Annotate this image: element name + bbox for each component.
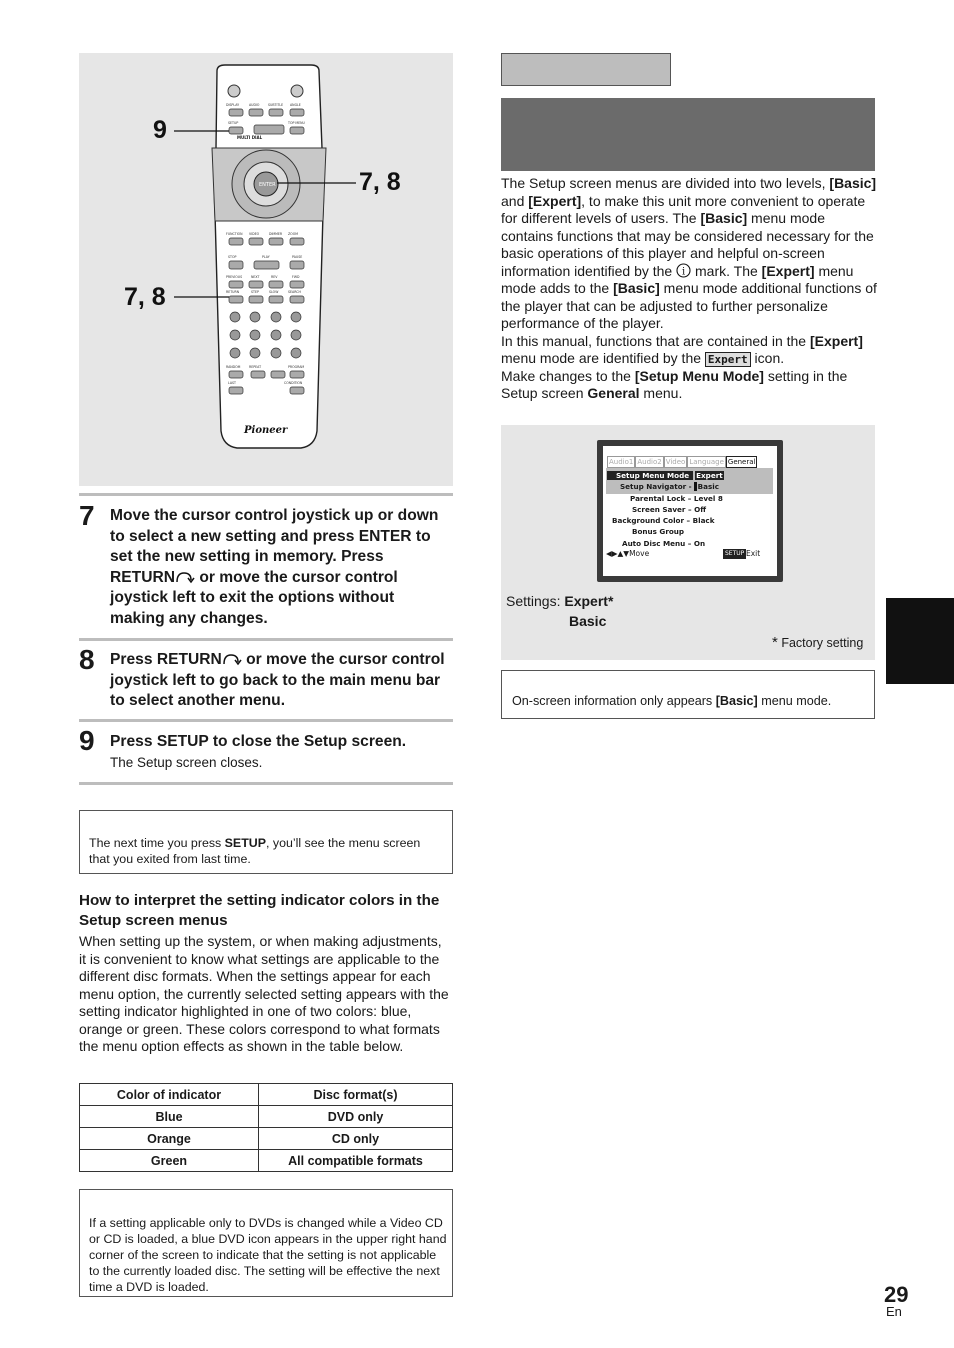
screen-menu-row: Screen Saver – Off (632, 504, 707, 514)
screen-footer (606, 549, 774, 559)
step-number: 8 (79, 644, 95, 675)
callout-step-7-8-enter: 7, 8 (359, 168, 401, 196)
table-cell: Blue (80, 1106, 259, 1128)
svg-text:RETURN: RETURN (226, 290, 240, 294)
table-cell: CD only (259, 1128, 453, 1150)
table-header-row (80, 1084, 453, 1106)
asterisk: * (772, 634, 778, 651)
screen-row-label: Setup Navigator - (620, 482, 692, 492)
text-bold: [Basic] (613, 280, 660, 296)
remote-control-drawing (79, 53, 453, 486)
screen-row-value: Expert (696, 471, 723, 480)
note-text: , you’ll see the menu screen that you exited from last time. (89, 836, 421, 866)
step-7-text (110, 506, 450, 629)
text-run: menu mode are identified by the (501, 350, 705, 366)
screen-row-label: Setup Menu Mode (607, 471, 693, 480)
section-body: When setting up the system, or when making adjustments, it is convenient to know what settings are applicable to the different disc formats. When the settings appear for each menu option, the currently selected setting appears with the setting indicator highlighted in one of two colors: blue, orange or green. These colors correspond to what formats the menu option effects as shown in the table below. (79, 933, 449, 1054)
info-mark-icon (676, 263, 691, 278)
step-9-subtext: The Setup screen closes. (110, 755, 263, 770)
text-run: The Setup screen menus are divided into two levels, (501, 175, 830, 191)
svg-text:PLAY: PLAY (262, 255, 270, 259)
table-cell: DVD only (259, 1106, 453, 1128)
step-7-text-part2: or move the cursor control joystick left to exit the options without making any changes. (110, 568, 398, 627)
svg-text:SEARCH: SEARCH (288, 290, 301, 294)
text-run: menu mode adds to the (501, 262, 854, 296)
table-row (80, 1150, 453, 1172)
svg-text:STOP: STOP (228, 255, 237, 259)
text-bold: [Basic] (829, 175, 877, 191)
setup-key-icon: SETUP (725, 550, 745, 557)
table-cell: Orange (80, 1128, 259, 1150)
screen-menu-row: Auto Disc Menu – On (622, 538, 706, 548)
svg-text:PAUSE: PAUSE (292, 255, 303, 259)
svg-text:FWD: FWD (292, 275, 300, 279)
factory-text: Factory setting (777, 636, 864, 650)
screen-menu-row: Bonus Group (632, 527, 685, 537)
text-bold: [Setup Menu Mode] (634, 367, 764, 384)
screen-menu-row: Background Color – Black (612, 516, 715, 526)
step-9-text: Press SETUP to close the Setup screen. (110, 733, 407, 750)
svg-text:FUNCTION: FUNCTION (226, 232, 243, 236)
divider (79, 782, 453, 785)
svg-text:RANDOM: RANDOM (226, 365, 241, 369)
note-text: On-screen information only appears (512, 694, 716, 708)
table-header: Color of indicator (80, 1084, 259, 1106)
tv-screen (603, 446, 777, 576)
multi-dial-label: MULTI DIAL (237, 135, 263, 140)
svg-text:ANGLE: ANGLE (290, 103, 301, 107)
screen-row-value: Basic (694, 482, 719, 491)
svg-text:PROGRAM: PROGRAM (288, 365, 305, 369)
settings-option-expert: Expert* (564, 593, 614, 609)
callout-step-7-8-return: 7, 8 (124, 283, 166, 311)
svg-text:NEXT: NEXT (251, 275, 260, 279)
screen-exit-label: Exit (746, 549, 761, 558)
text-run: setting in the Setup screen (501, 367, 848, 401)
note-text: The next time you press (89, 836, 225, 850)
svg-text:VIDEO: VIDEO (249, 232, 260, 236)
svg-text:LAST: LAST (228, 381, 237, 385)
settings-label (506, 593, 613, 609)
screen-menu-list (607, 470, 724, 549)
indicator-color-table (79, 1083, 453, 1172)
svg-text:PREVIOUS: PREVIOUS (226, 275, 243, 279)
text-bold: [Expert] (809, 332, 863, 349)
expert-icon: Expert (705, 352, 751, 367)
note-box-basic (501, 670, 875, 719)
text-run: , to make this unit more convenient to operate for different levels of users. The (501, 192, 866, 226)
table-cell: Green (80, 1150, 259, 1172)
svg-text:i: i (682, 266, 686, 277)
page-language: En (886, 1304, 902, 1319)
svg-text:DISPLAY: DISPLAY (226, 103, 240, 107)
svg-text:SUBTITLE: SUBTITLE (268, 103, 284, 107)
svg-text:SLOW: SLOW (269, 290, 279, 294)
screen-menu-row (607, 481, 724, 492)
table-header: Disc format(s) (259, 1084, 453, 1106)
text-bold: [Expert] (761, 262, 815, 279)
text-run: mark. The (691, 262, 762, 279)
step-8-text (110, 650, 450, 712)
section-banner (501, 98, 875, 171)
settings-option-basic: Basic (569, 613, 607, 629)
note-box-setup (79, 810, 453, 874)
table-row (80, 1128, 453, 1150)
text-bold: [Expert] (528, 192, 582, 209)
callout-step-9: 9 (153, 116, 167, 144)
enter-label: ENTER (259, 182, 276, 188)
section-tab (501, 53, 671, 86)
screen-menu-row (607, 470, 724, 481)
screen-tab-bar (607, 456, 757, 468)
text-bold: [Basic] (700, 210, 748, 226)
svg-text:REPEAT: REPEAT (249, 365, 262, 369)
screen-move-label: Move (629, 549, 650, 558)
note-bold: [Basic] (715, 694, 758, 708)
factory-setting-note (772, 634, 863, 651)
screen-tab: Audio1 (609, 458, 634, 466)
svg-text:AUDIO: AUDIO (249, 103, 260, 107)
text-run: and (501, 192, 529, 209)
chapter-side-tab (886, 598, 954, 684)
divider (79, 638, 453, 641)
text-run: icon. (750, 350, 785, 366)
step-number: 7 (79, 500, 95, 531)
screen-tab: Language (689, 458, 724, 466)
text-run: In this manual, functions that are contained in the (501, 332, 810, 349)
divider (79, 493, 453, 496)
step-8-text-part1: Press RETURN (110, 651, 222, 668)
note-bold: SETUP (224, 836, 266, 850)
settings-prefix: Settings: (506, 593, 565, 609)
note-text: menu mode. (757, 694, 832, 708)
svg-text:DIMMER: DIMMER (269, 232, 283, 236)
svg-text:REV: REV (271, 275, 278, 279)
arrow-keys-icon: ◀▶▲▼ (606, 549, 630, 558)
svg-text:TOP MENU: TOP MENU (288, 121, 305, 125)
return-icon (222, 652, 242, 666)
text-run: menu. (639, 385, 683, 401)
text-run: Make changes to the (501, 367, 635, 384)
divider (79, 719, 453, 722)
svg-text:SETUP: SETUP (228, 121, 239, 125)
screen-menu-row: Parental Lock – Level 8 (630, 493, 723, 503)
svg-text:CONDITION: CONDITION (284, 381, 303, 385)
text-run: menu mode additional functions of the player that can be adjusted to further personalize performance of the player. (501, 280, 877, 331)
section-heading: How to interpret the setting indicator colors in the Setup screen menus (79, 892, 440, 929)
step-number: 9 (79, 725, 95, 756)
screen-tab-active: General (727, 458, 756, 466)
screen-tab: Video (665, 458, 686, 466)
svg-text:STEP: STEP (251, 290, 259, 294)
screen-tab: Audio2 (637, 458, 662, 466)
table-row (80, 1106, 453, 1128)
note-box-dvd-icon: If a setting applicable only to DVDs is changed while a Video CD or CD is loaded, a blue DVD icon appears in the upper right hand corner of the screen to indicate that the setting is not applicable to the currently loaded disc. The setting will be effective the next time a DVD is loaded. (79, 1189, 453, 1297)
table-cell: All compatible formats (259, 1150, 453, 1172)
page-number: 29 (884, 1282, 909, 1307)
pioneer-logo: Pioneer (244, 425, 288, 436)
text-run: menu mode contains functions that may be considered necessary for the basic operations of this player and helpful on-screen information identified by the (501, 210, 874, 279)
svg-text:ZOOM: ZOOM (288, 232, 298, 236)
setup-levels-text (501, 175, 877, 403)
return-icon (175, 570, 195, 584)
step-7-text-part1: Move the cursor control joystick up or down to select a new setting and press ENTER to set the new setting in memory. Press RETURN (110, 507, 439, 586)
step-8-text-part2: or move the cursor control joystick left to go back to the main menu bar to select another menu. (110, 651, 445, 709)
text-bold: General (587, 385, 640, 401)
